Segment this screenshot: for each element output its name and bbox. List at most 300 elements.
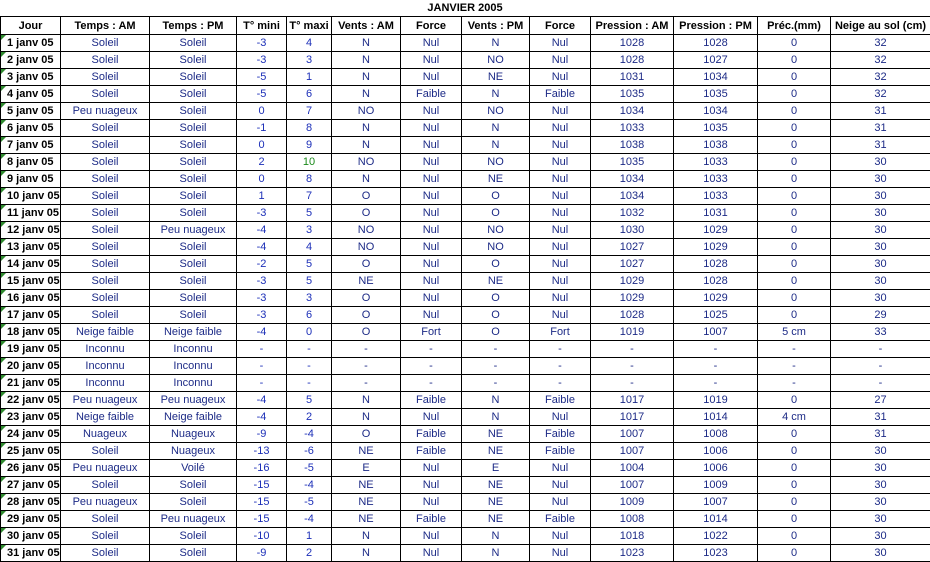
- cell-temp-maxi[interactable]: 6: [287, 86, 332, 103]
- cell-pressure-am[interactable]: 1031: [591, 69, 674, 86]
- cell-weather-pm[interactable]: Peu nuageux: [150, 511, 237, 528]
- cell-day[interactable]: [1, 188, 61, 205]
- cell-force-am[interactable]: Nul: [401, 239, 462, 256]
- cell-day[interactable]: [1, 528, 61, 545]
- cell-day[interactable]: [1, 511, 61, 528]
- cell-temp-maxi[interactable]: 2: [287, 409, 332, 426]
- cell-wind-pm[interactable]: -: [462, 375, 530, 392]
- cell-force-pm[interactable]: Nul: [530, 154, 591, 171]
- cell-force-pm[interactable]: Nul: [530, 290, 591, 307]
- cell-wind-pm[interactable]: N: [462, 528, 530, 545]
- cell-wind-pm[interactable]: NO: [462, 222, 530, 239]
- cell-force-am[interactable]: Nul: [401, 256, 462, 273]
- cell-wind-pm[interactable]: N: [462, 137, 530, 154]
- cell-weather-am[interactable]: Soleil: [61, 239, 150, 256]
- cell-wind-am[interactable]: NE: [332, 511, 401, 528]
- cell-temp-mini[interactable]: -3: [237, 290, 287, 307]
- cell-weather-am[interactable]: Peu nuageux: [61, 103, 150, 120]
- cell-wind-pm[interactable]: N: [462, 120, 530, 137]
- cell-weather-pm[interactable]: Soleil: [150, 545, 237, 562]
- cell-precipitation[interactable]: 0: [758, 52, 831, 69]
- cell-snow-depth[interactable]: 30: [831, 256, 930, 273]
- cell-force-pm[interactable]: Nul: [530, 409, 591, 426]
- cell-precipitation[interactable]: 0: [758, 511, 831, 528]
- cell-weather-am[interactable]: Soleil: [61, 35, 150, 52]
- cell-wind-pm[interactable]: NE: [462, 171, 530, 188]
- cell-weather-pm[interactable]: Soleil: [150, 52, 237, 69]
- cell-pressure-pm[interactable]: 1028: [674, 256, 758, 273]
- cell-force-am[interactable]: Nul: [401, 494, 462, 511]
- cell-snow-depth[interactable]: 30: [831, 443, 930, 460]
- cell-pressure-am[interactable]: 1019: [591, 324, 674, 341]
- cell-snow-depth[interactable]: 30: [831, 545, 930, 562]
- cell-weather-am[interactable]: Soleil: [61, 443, 150, 460]
- cell-weather-pm[interactable]: Soleil: [150, 103, 237, 120]
- cell-snow-depth[interactable]: 30: [831, 528, 930, 545]
- cell-wind-am[interactable]: N: [332, 52, 401, 69]
- header-vents-pm[interactable]: Vents : PM: [462, 17, 530, 35]
- cell-pressure-pm[interactable]: 1034: [674, 69, 758, 86]
- cell-temp-mini[interactable]: -3: [237, 307, 287, 324]
- cell-wind-am[interactable]: N: [332, 409, 401, 426]
- cell-temp-mini[interactable]: -1: [237, 120, 287, 137]
- cell-weather-am[interactable]: Soleil: [61, 69, 150, 86]
- cell-pressure-am[interactable]: -: [591, 341, 674, 358]
- cell-snow-depth[interactable]: -: [831, 375, 930, 392]
- cell-pressure-pm[interactable]: 1007: [674, 494, 758, 511]
- cell-weather-am[interactable]: Soleil: [61, 222, 150, 239]
- cell-force-pm[interactable]: -: [530, 358, 591, 375]
- cell-temp-mini[interactable]: -5: [237, 69, 287, 86]
- cell-force-am[interactable]: Nul: [401, 222, 462, 239]
- cell-force-pm[interactable]: Nul: [530, 171, 591, 188]
- cell-pressure-am[interactable]: 1028: [591, 307, 674, 324]
- cell-temp-maxi[interactable]: -4: [287, 426, 332, 443]
- cell-force-am[interactable]: Nul: [401, 477, 462, 494]
- cell-day[interactable]: [1, 392, 61, 409]
- cell-temp-mini[interactable]: -4: [237, 409, 287, 426]
- cell-temp-mini[interactable]: -2: [237, 256, 287, 273]
- cell-force-am[interactable]: Fort: [401, 324, 462, 341]
- cell-snow-depth[interactable]: 33: [831, 324, 930, 341]
- cell-wind-pm[interactable]: N: [462, 392, 530, 409]
- cell-force-am[interactable]: Nul: [401, 120, 462, 137]
- cell-wind-am[interactable]: -: [332, 358, 401, 375]
- cell-weather-pm[interactable]: Soleil: [150, 86, 237, 103]
- cell-snow-depth[interactable]: 30: [831, 290, 930, 307]
- cell-temp-mini[interactable]: 2: [237, 154, 287, 171]
- cell-temp-mini[interactable]: -4: [237, 392, 287, 409]
- cell-precipitation[interactable]: 0: [758, 239, 831, 256]
- header-temps-pm[interactable]: Temps : PM: [150, 17, 237, 35]
- cell-precipitation[interactable]: 0: [758, 222, 831, 239]
- cell-force-am[interactable]: Faible: [401, 86, 462, 103]
- cell-temp-mini[interactable]: -4: [237, 324, 287, 341]
- cell-wind-pm[interactable]: NE: [462, 511, 530, 528]
- cell-temp-maxi[interactable]: 4: [287, 35, 332, 52]
- cell-day[interactable]: [1, 171, 61, 188]
- cell-pressure-pm[interactable]: 1028: [674, 273, 758, 290]
- cell-precipitation[interactable]: -: [758, 358, 831, 375]
- cell-pressure-pm[interactable]: 1007: [674, 324, 758, 341]
- cell-precipitation[interactable]: 4 cm: [758, 409, 831, 426]
- cell-temp-maxi[interactable]: -: [287, 375, 332, 392]
- cell-force-am[interactable]: Faible: [401, 443, 462, 460]
- cell-force-am[interactable]: Nul: [401, 69, 462, 86]
- header-force-pm[interactable]: Force: [530, 17, 591, 35]
- cell-pressure-pm[interactable]: -: [674, 375, 758, 392]
- cell-wind-am[interactable]: O: [332, 290, 401, 307]
- header-precipitation[interactable]: Préc.(mm): [758, 17, 831, 35]
- cell-precipitation[interactable]: 0: [758, 477, 831, 494]
- cell-wind-am[interactable]: N: [332, 171, 401, 188]
- cell-wind-pm[interactable]: N: [462, 86, 530, 103]
- cell-snow-depth[interactable]: 27: [831, 392, 930, 409]
- cell-pressure-pm[interactable]: 1023: [674, 545, 758, 562]
- cell-temp-maxi[interactable]: -5: [287, 494, 332, 511]
- cell-temp-maxi[interactable]: 3: [287, 290, 332, 307]
- cell-day[interactable]: [1, 205, 61, 222]
- cell-weather-am[interactable]: Soleil: [61, 273, 150, 290]
- cell-temp-mini[interactable]: 0: [237, 171, 287, 188]
- cell-wind-am[interactable]: NO: [332, 222, 401, 239]
- cell-force-pm[interactable]: Nul: [530, 188, 591, 205]
- cell-snow-depth[interactable]: 30: [831, 205, 930, 222]
- cell-pressure-pm[interactable]: 1038: [674, 137, 758, 154]
- cell-precipitation[interactable]: 0: [758, 528, 831, 545]
- cell-force-am[interactable]: -: [401, 341, 462, 358]
- cell-snow-depth[interactable]: 30: [831, 460, 930, 477]
- cell-precipitation[interactable]: 0: [758, 426, 831, 443]
- cell-force-am[interactable]: Nul: [401, 409, 462, 426]
- cell-pressure-am[interactable]: 1028: [591, 52, 674, 69]
- cell-day[interactable]: [1, 307, 61, 324]
- cell-temp-maxi[interactable]: 1: [287, 69, 332, 86]
- cell-weather-am[interactable]: Peu nuageux: [61, 392, 150, 409]
- cell-precipitation[interactable]: 0: [758, 103, 831, 120]
- cell-force-am[interactable]: Nul: [401, 290, 462, 307]
- cell-force-am[interactable]: Nul: [401, 103, 462, 120]
- cell-wind-pm[interactable]: -: [462, 358, 530, 375]
- cell-pressure-pm[interactable]: 1006: [674, 460, 758, 477]
- cell-pressure-am[interactable]: 1007: [591, 426, 674, 443]
- cell-pressure-pm[interactable]: 1008: [674, 426, 758, 443]
- cell-temp-maxi[interactable]: 8: [287, 171, 332, 188]
- cell-wind-pm[interactable]: O: [462, 307, 530, 324]
- cell-pressure-am[interactable]: 1007: [591, 477, 674, 494]
- cell-pressure-am[interactable]: 1009: [591, 494, 674, 511]
- cell-pressure-pm[interactable]: 1029: [674, 290, 758, 307]
- cell-day[interactable]: [1, 35, 61, 52]
- cell-pressure-am[interactable]: 1029: [591, 290, 674, 307]
- cell-force-pm[interactable]: Nul: [530, 69, 591, 86]
- cell-force-pm[interactable]: Nul: [530, 35, 591, 52]
- cell-weather-am[interactable]: Soleil: [61, 154, 150, 171]
- cell-force-pm[interactable]: Nul: [530, 239, 591, 256]
- cell-temp-mini[interactable]: -9: [237, 426, 287, 443]
- cell-snow-depth[interactable]: 32: [831, 35, 930, 52]
- cell-force-pm[interactable]: Nul: [530, 528, 591, 545]
- cell-temp-maxi[interactable]: 3: [287, 52, 332, 69]
- cell-pressure-pm[interactable]: 1014: [674, 511, 758, 528]
- cell-day[interactable]: [1, 273, 61, 290]
- cell-pressure-am[interactable]: -: [591, 375, 674, 392]
- cell-day[interactable]: [1, 460, 61, 477]
- cell-precipitation[interactable]: 0: [758, 392, 831, 409]
- cell-pressure-am[interactable]: -: [591, 358, 674, 375]
- cell-snow-depth[interactable]: 30: [831, 494, 930, 511]
- cell-day[interactable]: [1, 290, 61, 307]
- cell-force-am[interactable]: Nul: [401, 545, 462, 562]
- cell-pressure-pm[interactable]: 1035: [674, 120, 758, 137]
- header-vents-am[interactable]: Vents : AM: [332, 17, 401, 35]
- cell-weather-pm[interactable]: Neige faible: [150, 409, 237, 426]
- cell-weather-pm[interactable]: Inconnu: [150, 375, 237, 392]
- cell-weather-am[interactable]: Soleil: [61, 290, 150, 307]
- cell-snow-depth[interactable]: 30: [831, 239, 930, 256]
- cell-weather-pm[interactable]: Soleil: [150, 307, 237, 324]
- cell-force-pm[interactable]: Nul: [530, 205, 591, 222]
- cell-temp-maxi[interactable]: 1: [287, 528, 332, 545]
- header-temps-am[interactable]: Temps : AM: [61, 17, 150, 35]
- cell-force-pm[interactable]: -: [530, 375, 591, 392]
- cell-day[interactable]: [1, 239, 61, 256]
- cell-temp-mini[interactable]: -10: [237, 528, 287, 545]
- cell-snow-depth[interactable]: 30: [831, 477, 930, 494]
- cell-precipitation[interactable]: 0: [758, 188, 831, 205]
- cell-wind-pm[interactable]: NO: [462, 154, 530, 171]
- cell-pressure-am[interactable]: 1034: [591, 103, 674, 120]
- cell-wind-am[interactable]: O: [332, 205, 401, 222]
- cell-weather-pm[interactable]: Neige faible: [150, 324, 237, 341]
- cell-force-pm[interactable]: Nul: [530, 222, 591, 239]
- cell-temp-mini[interactable]: 0: [237, 103, 287, 120]
- cell-day[interactable]: [1, 324, 61, 341]
- cell-precipitation[interactable]: 0: [758, 69, 831, 86]
- cell-snow-depth[interactable]: 31: [831, 103, 930, 120]
- cell-weather-pm[interactable]: Peu nuageux: [150, 222, 237, 239]
- cell-force-pm[interactable]: Nul: [530, 460, 591, 477]
- cell-wind-pm[interactable]: NE: [462, 477, 530, 494]
- cell-weather-am[interactable]: Soleil: [61, 545, 150, 562]
- cell-day[interactable]: [1, 52, 61, 69]
- header-pression-am[interactable]: Pression : AM: [591, 17, 674, 35]
- cell-pressure-am[interactable]: 1027: [591, 256, 674, 273]
- cell-temp-mini[interactable]: -5: [237, 86, 287, 103]
- cell-wind-pm[interactable]: O: [462, 324, 530, 341]
- cell-weather-am[interactable]: Nuageux: [61, 426, 150, 443]
- cell-wind-am[interactable]: -: [332, 375, 401, 392]
- cell-wind-pm[interactable]: -: [462, 341, 530, 358]
- cell-pressure-pm[interactable]: -: [674, 341, 758, 358]
- cell-wind-pm[interactable]: NE: [462, 69, 530, 86]
- cell-snow-depth[interactable]: 30: [831, 222, 930, 239]
- cell-temp-mini[interactable]: -: [237, 375, 287, 392]
- cell-wind-pm[interactable]: NE: [462, 443, 530, 460]
- cell-force-am[interactable]: Nul: [401, 154, 462, 171]
- cell-weather-pm[interactable]: Soleil: [150, 256, 237, 273]
- cell-force-am[interactable]: Nul: [401, 52, 462, 69]
- cell-wind-pm[interactable]: N: [462, 35, 530, 52]
- cell-weather-pm[interactable]: Soleil: [150, 205, 237, 222]
- cell-temp-maxi[interactable]: 3: [287, 222, 332, 239]
- cell-weather-pm[interactable]: Soleil: [150, 273, 237, 290]
- cell-wind-am[interactable]: N: [332, 86, 401, 103]
- cell-pressure-pm[interactable]: 1009: [674, 477, 758, 494]
- cell-pressure-pm[interactable]: 1028: [674, 35, 758, 52]
- cell-pressure-pm[interactable]: 1014: [674, 409, 758, 426]
- cell-snow-depth[interactable]: 30: [831, 188, 930, 205]
- cell-temp-maxi[interactable]: 7: [287, 188, 332, 205]
- cell-snow-depth[interactable]: 30: [831, 154, 930, 171]
- cell-pressure-pm[interactable]: 1033: [674, 188, 758, 205]
- cell-pressure-pm[interactable]: 1035: [674, 86, 758, 103]
- cell-temp-mini[interactable]: -9: [237, 545, 287, 562]
- cell-pressure-pm[interactable]: 1034: [674, 103, 758, 120]
- cell-weather-pm[interactable]: Voilé: [150, 460, 237, 477]
- cell-wind-pm[interactable]: NO: [462, 52, 530, 69]
- cell-precipitation[interactable]: 0: [758, 137, 831, 154]
- cell-weather-pm[interactable]: Soleil: [150, 137, 237, 154]
- cell-force-pm[interactable]: Nul: [530, 256, 591, 273]
- cell-wind-pm[interactable]: O: [462, 256, 530, 273]
- cell-wind-am[interactable]: NO: [332, 103, 401, 120]
- cell-pressure-am[interactable]: 1027: [591, 239, 674, 256]
- cell-day[interactable]: [1, 154, 61, 171]
- cell-temp-mini[interactable]: -4: [237, 239, 287, 256]
- cell-weather-pm[interactable]: Soleil: [150, 188, 237, 205]
- cell-force-pm[interactable]: Nul: [530, 52, 591, 69]
- cell-temp-mini[interactable]: 0: [237, 137, 287, 154]
- cell-wind-am[interactable]: N: [332, 545, 401, 562]
- cell-weather-am[interactable]: Soleil: [61, 137, 150, 154]
- cell-pressure-pm[interactable]: 1022: [674, 528, 758, 545]
- cell-weather-am[interactable]: Soleil: [61, 528, 150, 545]
- cell-force-pm[interactable]: Nul: [530, 477, 591, 494]
- cell-wind-am[interactable]: -: [332, 341, 401, 358]
- cell-pressure-am[interactable]: 1034: [591, 171, 674, 188]
- header-temp-mini[interactable]: T° mini: [237, 17, 287, 35]
- cell-wind-am[interactable]: NO: [332, 239, 401, 256]
- cell-day[interactable]: [1, 69, 61, 86]
- cell-temp-mini[interactable]: -4: [237, 222, 287, 239]
- cell-day[interactable]: [1, 137, 61, 154]
- cell-force-pm[interactable]: Nul: [530, 494, 591, 511]
- cell-force-pm[interactable]: Nul: [530, 273, 591, 290]
- cell-day[interactable]: [1, 545, 61, 562]
- cell-temp-mini[interactable]: 1: [237, 188, 287, 205]
- cell-snow-depth[interactable]: -: [831, 358, 930, 375]
- cell-wind-am[interactable]: O: [332, 256, 401, 273]
- cell-force-am[interactable]: Faible: [401, 392, 462, 409]
- cell-force-am[interactable]: Nul: [401, 273, 462, 290]
- cell-force-pm[interactable]: Nul: [530, 307, 591, 324]
- cell-wind-pm[interactable]: O: [462, 290, 530, 307]
- cell-weather-pm[interactable]: Soleil: [150, 120, 237, 137]
- cell-weather-pm[interactable]: Soleil: [150, 171, 237, 188]
- cell-pressure-pm[interactable]: -: [674, 358, 758, 375]
- cell-pressure-am[interactable]: 1030: [591, 222, 674, 239]
- cell-force-am[interactable]: -: [401, 358, 462, 375]
- cell-wind-am[interactable]: N: [332, 392, 401, 409]
- cell-precipitation[interactable]: 0: [758, 443, 831, 460]
- cell-temp-maxi[interactable]: 0: [287, 324, 332, 341]
- cell-weather-pm[interactable]: Nuageux: [150, 426, 237, 443]
- cell-weather-am[interactable]: Soleil: [61, 477, 150, 494]
- cell-pressure-am[interactable]: 1034: [591, 188, 674, 205]
- cell-weather-pm[interactable]: Inconnu: [150, 341, 237, 358]
- cell-temp-mini[interactable]: -13: [237, 443, 287, 460]
- cell-force-am[interactable]: Nul: [401, 188, 462, 205]
- cell-pressure-pm[interactable]: 1006: [674, 443, 758, 460]
- cell-weather-pm[interactable]: Soleil: [150, 69, 237, 86]
- cell-day[interactable]: [1, 120, 61, 137]
- cell-pressure-pm[interactable]: 1033: [674, 171, 758, 188]
- cell-weather-pm[interactable]: Inconnu: [150, 358, 237, 375]
- cell-snow-depth[interactable]: 30: [831, 273, 930, 290]
- cell-day[interactable]: [1, 256, 61, 273]
- cell-precipitation[interactable]: 0: [758, 171, 831, 188]
- cell-weather-pm[interactable]: Soleil: [150, 477, 237, 494]
- cell-precipitation[interactable]: 0: [758, 205, 831, 222]
- cell-wind-am[interactable]: NE: [332, 494, 401, 511]
- cell-temp-maxi[interactable]: 5: [287, 256, 332, 273]
- cell-wind-am[interactable]: N: [332, 69, 401, 86]
- cell-pressure-pm[interactable]: 1029: [674, 222, 758, 239]
- cell-force-am[interactable]: Nul: [401, 205, 462, 222]
- cell-force-am[interactable]: Nul: [401, 171, 462, 188]
- cell-weather-pm[interactable]: Nuageux: [150, 443, 237, 460]
- cell-snow-depth[interactable]: 30: [831, 171, 930, 188]
- cell-force-pm[interactable]: Nul: [530, 120, 591, 137]
- cell-temp-maxi[interactable]: -4: [287, 511, 332, 528]
- cell-temp-maxi[interactable]: -4: [287, 477, 332, 494]
- cell-precipitation[interactable]: -: [758, 375, 831, 392]
- cell-snow-depth[interactable]: 31: [831, 137, 930, 154]
- cell-snow-depth[interactable]: 32: [831, 69, 930, 86]
- cell-pressure-pm[interactable]: 1019: [674, 392, 758, 409]
- cell-pressure-am[interactable]: 1032: [591, 205, 674, 222]
- cell-wind-pm[interactable]: NO: [462, 239, 530, 256]
- cell-weather-pm[interactable]: Soleil: [150, 494, 237, 511]
- cell-temp-mini[interactable]: -: [237, 358, 287, 375]
- cell-snow-depth[interactable]: 31: [831, 426, 930, 443]
- cell-weather-am[interactable]: Soleil: [61, 188, 150, 205]
- cell-weather-am[interactable]: Inconnu: [61, 341, 150, 358]
- cell-wind-am[interactable]: N: [332, 528, 401, 545]
- cell-wind-am[interactable]: O: [332, 307, 401, 324]
- cell-temp-mini[interactable]: -15: [237, 494, 287, 511]
- cell-wind-am[interactable]: NE: [332, 273, 401, 290]
- cell-force-am[interactable]: Nul: [401, 137, 462, 154]
- cell-weather-am[interactable]: Peu nuageux: [61, 460, 150, 477]
- cell-precipitation[interactable]: 0: [758, 256, 831, 273]
- cell-temp-mini[interactable]: -3: [237, 52, 287, 69]
- cell-wind-am[interactable]: N: [332, 120, 401, 137]
- cell-wind-am[interactable]: O: [332, 324, 401, 341]
- cell-force-am[interactable]: -: [401, 375, 462, 392]
- cell-wind-am[interactable]: NO: [332, 154, 401, 171]
- cell-force-pm[interactable]: Nul: [530, 137, 591, 154]
- cell-weather-am[interactable]: Soleil: [61, 86, 150, 103]
- cell-precipitation[interactable]: 0: [758, 307, 831, 324]
- cell-day[interactable]: [1, 494, 61, 511]
- cell-temp-maxi[interactable]: -: [287, 341, 332, 358]
- cell-pressure-am[interactable]: 1023: [591, 545, 674, 562]
- cell-precipitation[interactable]: 5 cm: [758, 324, 831, 341]
- cell-weather-pm[interactable]: Soleil: [150, 154, 237, 171]
- cell-force-pm[interactable]: Nul: [530, 103, 591, 120]
